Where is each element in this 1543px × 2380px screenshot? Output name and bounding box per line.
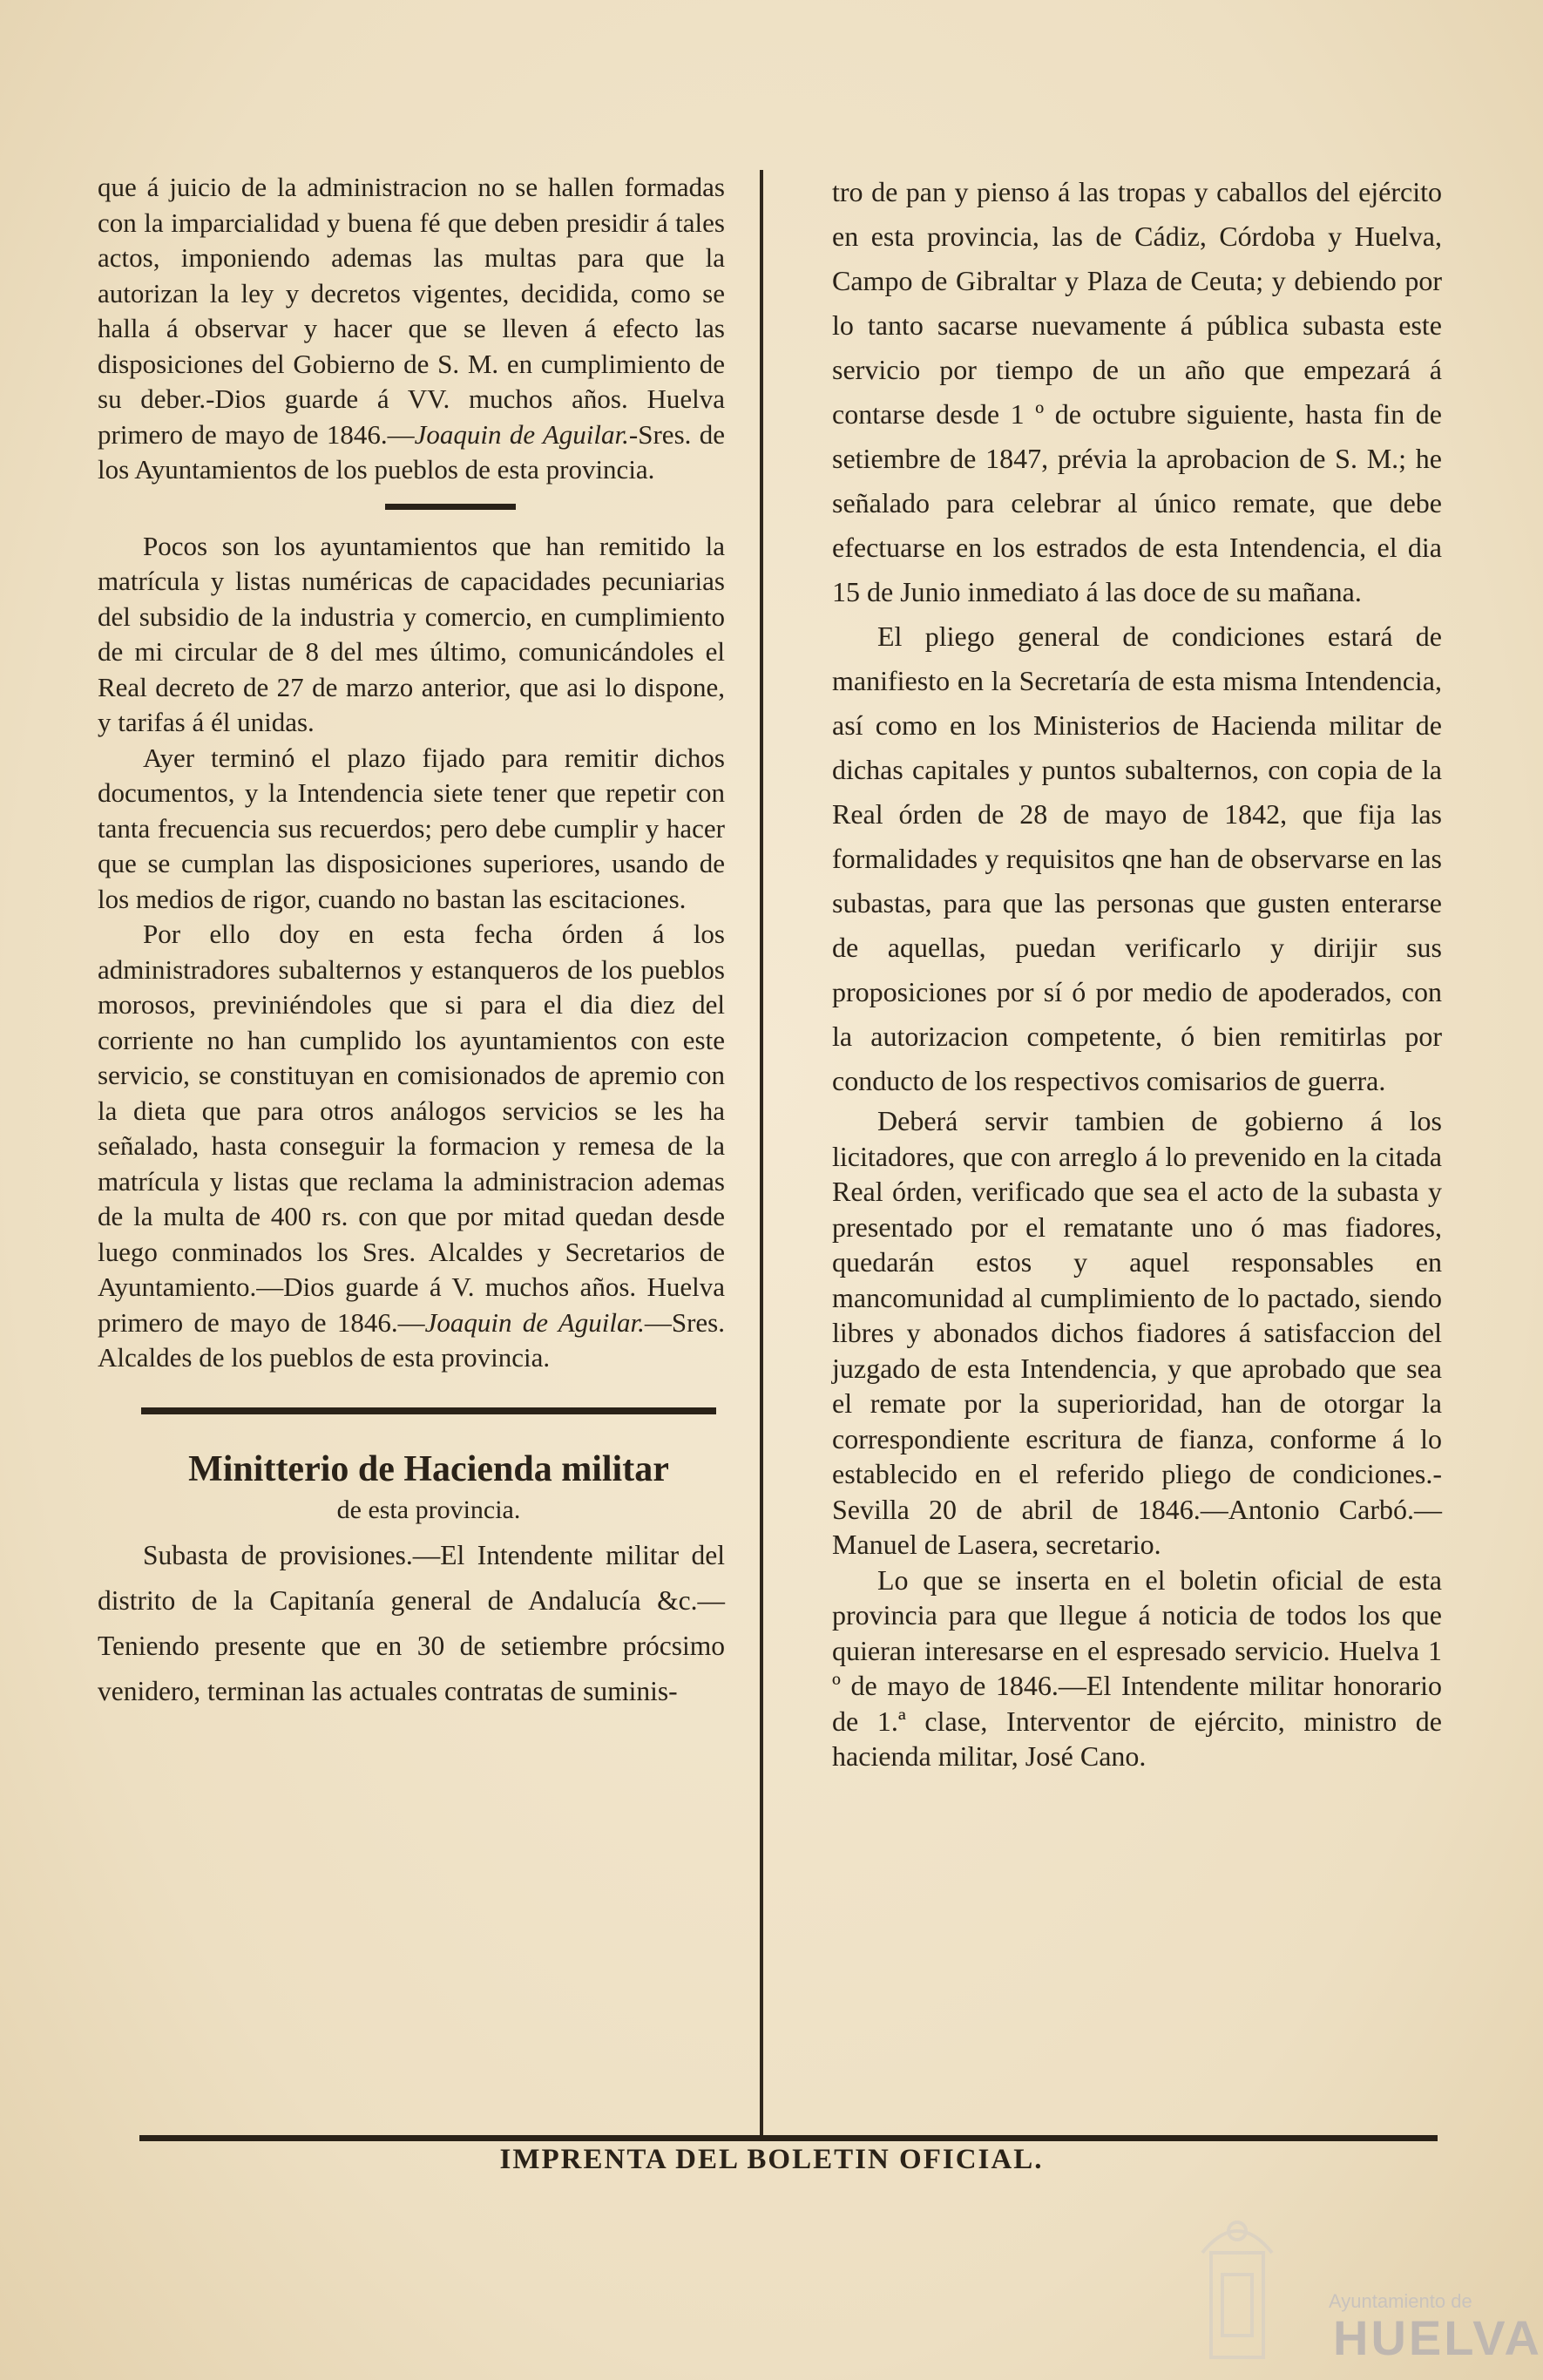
printer-footer: IMPRENTA DEL BOLETIN OFICIAL.	[499, 2144, 1044, 2175]
continuation-paragraph: que á juicio de la administracion no se hallen formadas con la imparcialidad y buena fé que deben presidir á tales actos, imponiendo ademas las multas para que la autorizan la ley y decretos vigentes, decidida, como se halla á observar y hacer que se lleven á efecto las disposiciones del Gobierno de S. M. en cumplimiento de su deber.-Dios guarde á VV. muchos años. Huelva primero de mayo de 1846.—Joaquin de Aguilar.-Sres. de los Ayuntamientos de los pueblos de esta provincia.	[98, 172, 725, 485]
guarantors-paragraph: Deberá servir tambien de gobierno á los licitadores, que con arreglo á lo prevenido en la citada Real órden, verificado que sea el acto de la subasta y presentado por el rematante uno ó mas fiadores, quedarán estos y aquel responsables en mancomunidad al cumplimiento de lo pactado, siendo libres y abonados dichos fiadores á satisfaccion del juzgado de esta Intendencia, y que aprobado que sea el remate por la superioridad, han de otorgar la correspondiente escritura de fianza, conforme á lo establecido en el referido pliego de condiciones.-Sevilla 20 de abril de 1846.—Antonio Carbó.—Manuel de Lasera, secretario.	[832, 1105, 1442, 1560]
signature: Joaquin de Aguilar.	[414, 418, 629, 450]
short-separator	[385, 504, 516, 510]
auction-paragraph: Subasta de provisiones.—El Intendente militar del distrito de la Capitanía general de Andalucía &c.—Teniendo presente que en 30 de setiembre prócsimo venidero, terminan las actuales contratas de suminis-	[98, 1539, 725, 1706]
section-separator	[141, 1407, 716, 1414]
auction-continuation: tro de pan y pienso á las tropas y caballos del ejército en esta provincia, las de Cádiz, Córdoba y Huelva, Campo de Gibraltar y Plaza de Ceuta; y debiendo por lo tanto sacarse nuevamente á pública subasta este servicio por tiempo de un año que empezará á contarse desde 1 º de octubre siguiente, hasta fin de setiembre de 1847, prévia la aprobacion de S. M.; he señalado para celebrar al único remate, que debe efectuarse en los estrados de esta Intendencia, el dia 15 de Junio inmediato á las doce de su mañana.	[832, 176, 1442, 607]
closing-paragraph: Lo que se inserta en el boletin oficial de esta provincia para que llegue á noticia de todos los que quieran interesarse en el espresado servicio. Huelva 1 º de mayo de 1846.—El Intendente militar honorario de 1.ª clase, Interventor de ejército, ministro de hacienda militar, José Cano.	[832, 1563, 1442, 1772]
watermark-line2: HUELVA	[1333, 2310, 1542, 2365]
section-title: Minitterio de Hacienda militar	[188, 1448, 669, 1489]
watermark-line1: Ayuntamiento de	[1329, 2290, 1472, 2312]
left-column	[98, 170, 725, 1714]
notice-paragraph: Ayer terminó el plazo fijado para remitir dichos documentos, y la Intendencia siete tener que repetir con tanta frecuencia sus recuerdos; pero debe cumplir y hacer que se cumplan las disposiciones superiores, usando de los medios de rigor, cuando no bastan las escitaciones.	[98, 742, 725, 914]
signature: Joaquin de Aguilar.	[424, 1306, 645, 1338]
bottom-rule	[139, 2135, 1438, 2141]
conditions-paragraph: El pliego general de condiciones estará de manifiesto en la Secretaría de esta misma Intendencia, así como en los Ministerios de Hacienda militar de dichas capitales y puntos subalternos, con copia de la Real órden de 28 de mayo de 1842, que fija las formalidades y requisitos qne han de observarse en las subastas, para que las personas que gusten enterarse de aquellas, puedan verificarlo y dirijir sus proposiciones por sí ó por medio de apoderados, con la autorizacion competente, ó bien remitirlas por conducto de los respectivos comisarios de guerra.	[832, 620, 1442, 1096]
section-subtitle: de esta provincia.	[336, 1495, 521, 1524]
notice-paragraph: Por ello doy en esta fecha órden á los administradores subalternos y estanqueros de los pueblos morosos, previniéndoles que si para el dia diez del corriente no han cumplido los ayuntamientos con este servicio, se constituyan en comisionados de apremio con la dieta que para otros análogos servicios se les ha señalado, hasta conseguir la formacion y remesa de la matrícula y listas que reclama la administracion ademas de la multa de 400 rs. con que por mitad quedan desde luego conminados los Sres. Alcaldes y Secretarios de Ayuntamiento.—Dios guarde á V. muchos años. Huelva primero de mayo de 1846.—Joaquin de Aguilar.—Sres. Alcaldes de los pueblos de esta provincia.	[98, 919, 725, 1373]
notice-paragraph: Pocos son los ayuntamientos que han remitido la matrícula y listas numéricas de capacidades pecuniarias del subsidio de la industria y comercio, en cumplimiento de mi circular de 8 del mes último, comunicándoles el Real decreto de 27 de marzo anterior, que asi lo dispone, y tarifas á él unidas.	[98, 530, 725, 737]
column-divider	[760, 170, 763, 2139]
right-column	[832, 170, 1442, 1774]
